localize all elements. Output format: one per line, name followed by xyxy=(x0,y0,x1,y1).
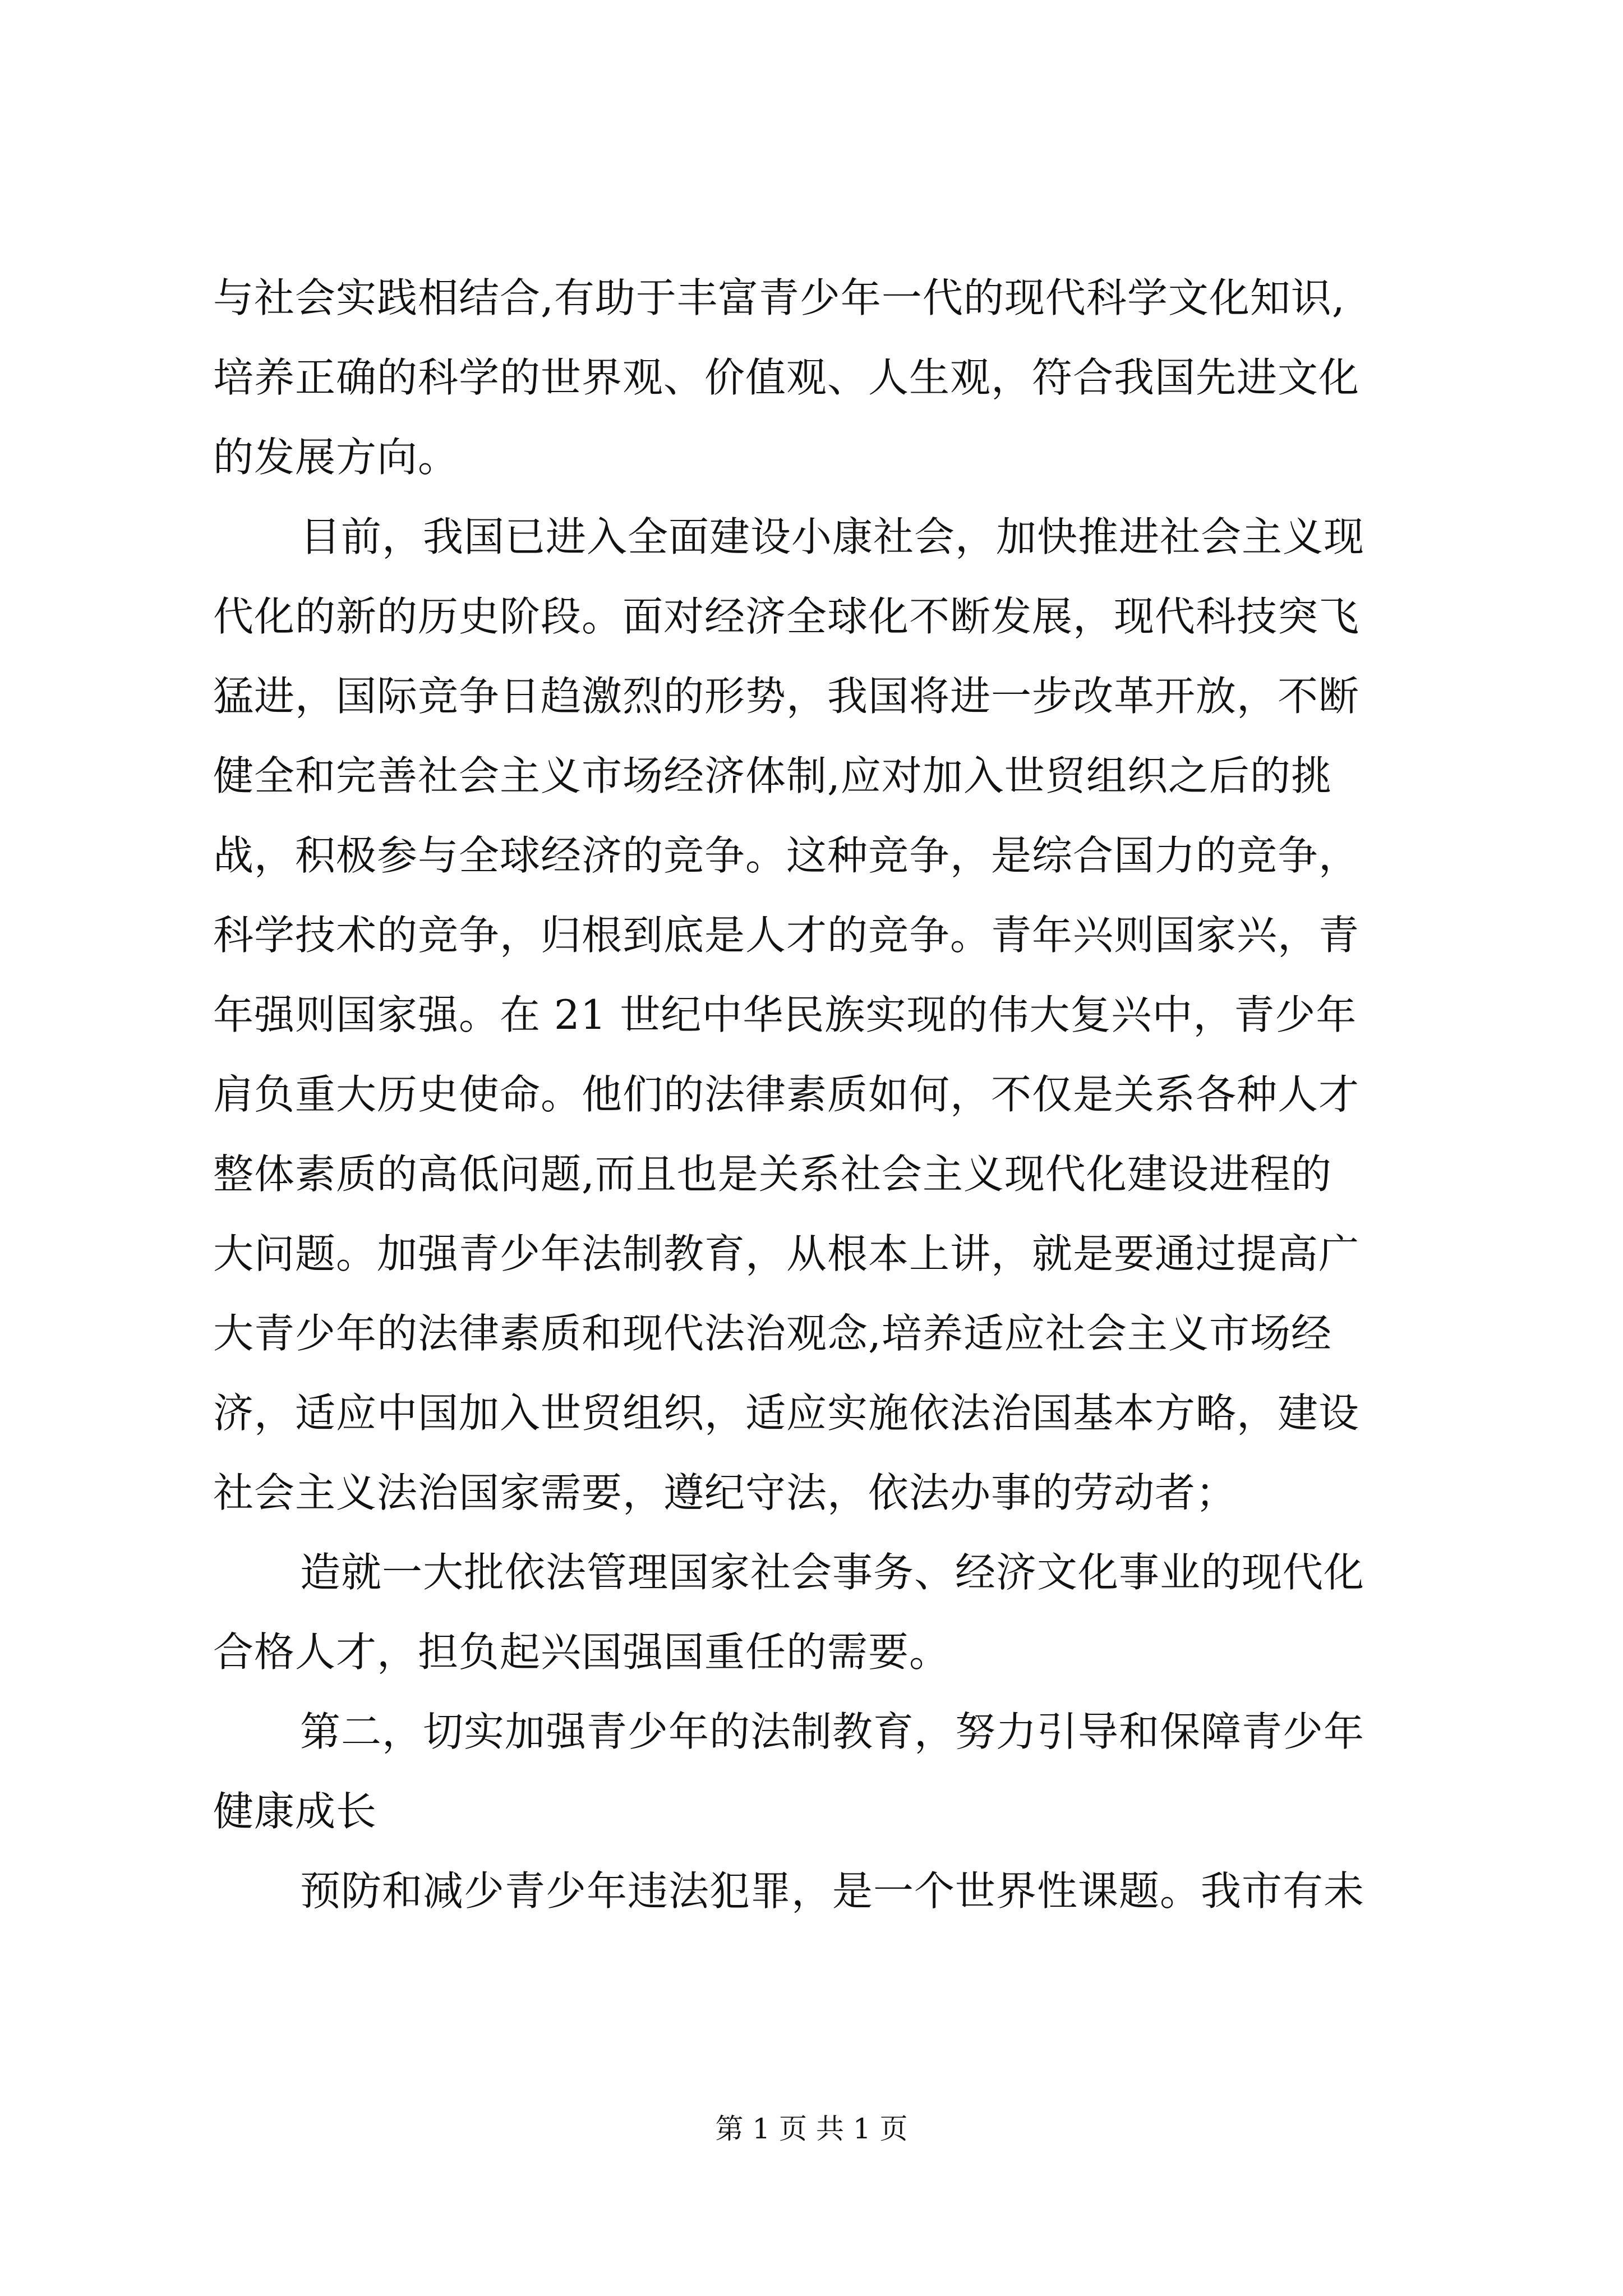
text-line: 健康成长 xyxy=(213,1788,377,1835)
text-line: 猛进，国际竞争日趋激烈的形势，我国将进一步改革开放，不断 xyxy=(213,673,1360,720)
text-line: 预防和减少青少年违法犯罪，是一个世界性课题。我市有未 xyxy=(300,1867,1365,1915)
text-line: 济，适应中国加入世贸组织，适应实施依法治国基本方略，建设 xyxy=(213,1389,1360,1437)
page-footer: 第 1 页 共 1 页 xyxy=(715,2113,908,2145)
body-text xyxy=(213,258,1424,1931)
text-line: 培养正确的科学的世界观、价值观、人生观，符合我国先进文化 xyxy=(213,354,1360,401)
text-line: 健全和完善社会主义市场经济体制,应对加入世贸组织之后的挑 xyxy=(213,752,1332,799)
text-line: 与社会实践相结合,有助于丰富青少年一代的现代科学文化知识, xyxy=(213,274,1345,321)
text-line: 社会主义法治国家需要，遵纪守法，依法办事的劳动者； xyxy=(213,1469,1237,1516)
text-line: 整体素质的高低问题,而且也是关系社会主义现代化建设进程的 xyxy=(213,1151,1332,1198)
text-line: 合格人才，担负起兴国强国重任的需要。 xyxy=(213,1628,951,1676)
text-line: 目前，我国已进入全面建设小康社会，加快推进社会主义现 xyxy=(300,513,1365,560)
text-line: 的发展方向。 xyxy=(213,434,459,481)
text-line: 年强则国家强。在 21 世纪中华民族实现的伟大复兴中，青少年 xyxy=(213,991,1357,1038)
text-line: 肩负重大历史使命。他们的法律素质如何，不仅是关系各种人才 xyxy=(213,1071,1360,1118)
text-line: 造就一大批依法管理国家社会事务、经济文化事业的现代化 xyxy=(300,1549,1365,1596)
text-line: 大青少年的法律素质和现代法治观念,培养适应社会主义市场经 xyxy=(213,1310,1332,1357)
text-line: 大问题。加强青少年法制教育，从根本上讲，就是要通过提高广 xyxy=(213,1230,1360,1277)
text-line: 第二，切实加强青少年的法制教育，努力引导和保障青少年 xyxy=(300,1708,1365,1755)
text-line: 代化的新的历史阶段。面对经济全球化不断发展，现代科技突飞 xyxy=(213,593,1360,640)
text-line: 科学技术的竞争，归根到底是人才的竞争。青年兴则国家兴，青 xyxy=(213,912,1360,959)
text-line: 战，积极参与全球经济的竞争。这种竞争，是综合国力的竞争， xyxy=(213,832,1360,879)
